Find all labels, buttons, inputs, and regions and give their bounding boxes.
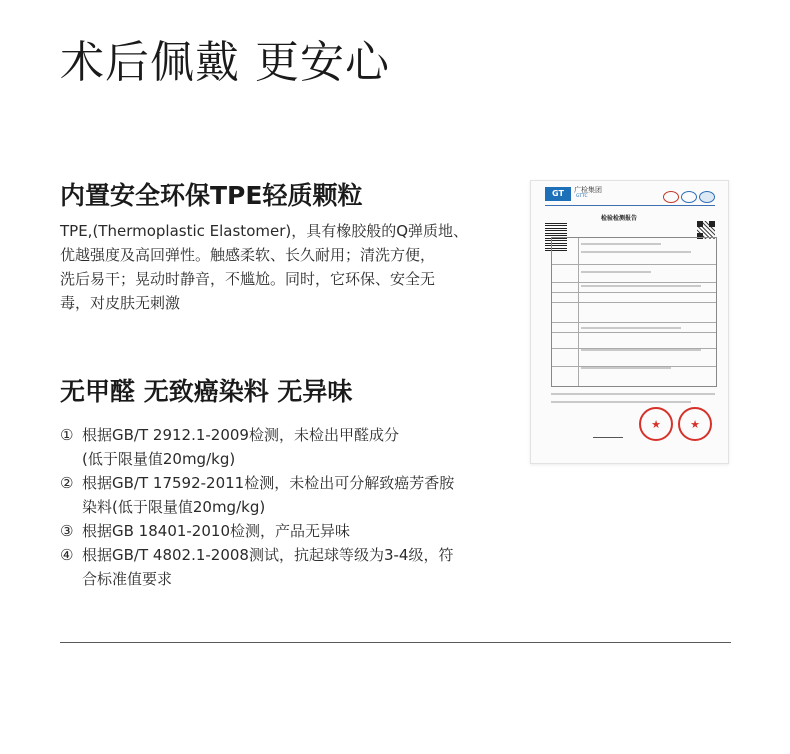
list-item-text: 根据GB 18401-2010检测，产品无异味 [82, 522, 350, 540]
certificate-report-title: 检验检测报告 [601, 215, 638, 222]
section-safe-heading: 无甲醛 无致癌染料 无异味 [60, 377, 353, 406]
certificate-text-line [581, 243, 661, 245]
list-number: ④ [60, 546, 74, 564]
cma-mark-icon [663, 191, 679, 203]
signature-mark [593, 437, 623, 438]
red-seal-stamp-icon [678, 407, 712, 441]
list-item-text: (低于限量值20mg/kg) [82, 450, 236, 468]
ilac-mark-icon [681, 191, 697, 203]
bottom-divider [60, 642, 731, 643]
list-item-text: 根据GB/T 2912.1-2009检测，未检出甲醛成分 [82, 426, 399, 444]
list-item [60, 543, 490, 591]
cnas-mark-icon [699, 191, 715, 203]
certificate-group-name: 广检集团 [574, 186, 602, 194]
certificate-group-sub: GTTC [576, 194, 588, 199]
certificate-text-line [551, 393, 715, 395]
certificate-text-line [581, 367, 671, 369]
description-line: 优越强度及高回弹性。触感柔软、长久耐用；清洗方便， [60, 246, 436, 264]
list-item-text: 染料(低于限量值20mg/kg) [82, 498, 266, 516]
certificate-text-line [581, 327, 681, 329]
list-item-text: 合标准值要求 [82, 570, 173, 588]
list-number: ③ [60, 522, 74, 540]
certificate-text-line [581, 251, 691, 253]
section-tpe-description [60, 219, 480, 315]
section-tpe-heading: 内置安全环保TPE轻质颗粒 [60, 181, 363, 210]
gttc-logo: GT [545, 187, 571, 201]
certificate-table [551, 237, 717, 387]
test-report-certificate [530, 180, 729, 464]
certificate-header-rule [545, 205, 715, 206]
red-seal-stamp-icon [639, 407, 673, 441]
list-number: ① [60, 426, 74, 444]
page-title: 术后佩戴 更安心 [60, 37, 390, 88]
list-item [60, 423, 490, 471]
list-item-text: 根据GB/T 4802.1-2008测试，抗起球等级为3-4级，符 [82, 546, 454, 564]
certificate-text-line [581, 285, 701, 287]
certificate-text-line [551, 401, 691, 403]
safety-test-list [60, 423, 490, 591]
certificate-text-line [581, 349, 701, 351]
list-number: ② [60, 474, 74, 492]
description-line: TPE,(Thermoplastic Elastomer)，具有橡胶般的Q弹质地、 [60, 222, 469, 240]
certificate-text-line [581, 271, 651, 273]
description-line: 毒，对皮肤无刺激 [60, 294, 181, 312]
list-item [60, 471, 490, 519]
description-line: 洗后易干；晃动时静音，不尴尬。同时，它环保、安全无 [60, 270, 436, 288]
list-item [60, 519, 490, 543]
list-item-text: 根据GB/T 17592-2011检测，未检出可分解致癌芳香胺 [82, 474, 455, 492]
